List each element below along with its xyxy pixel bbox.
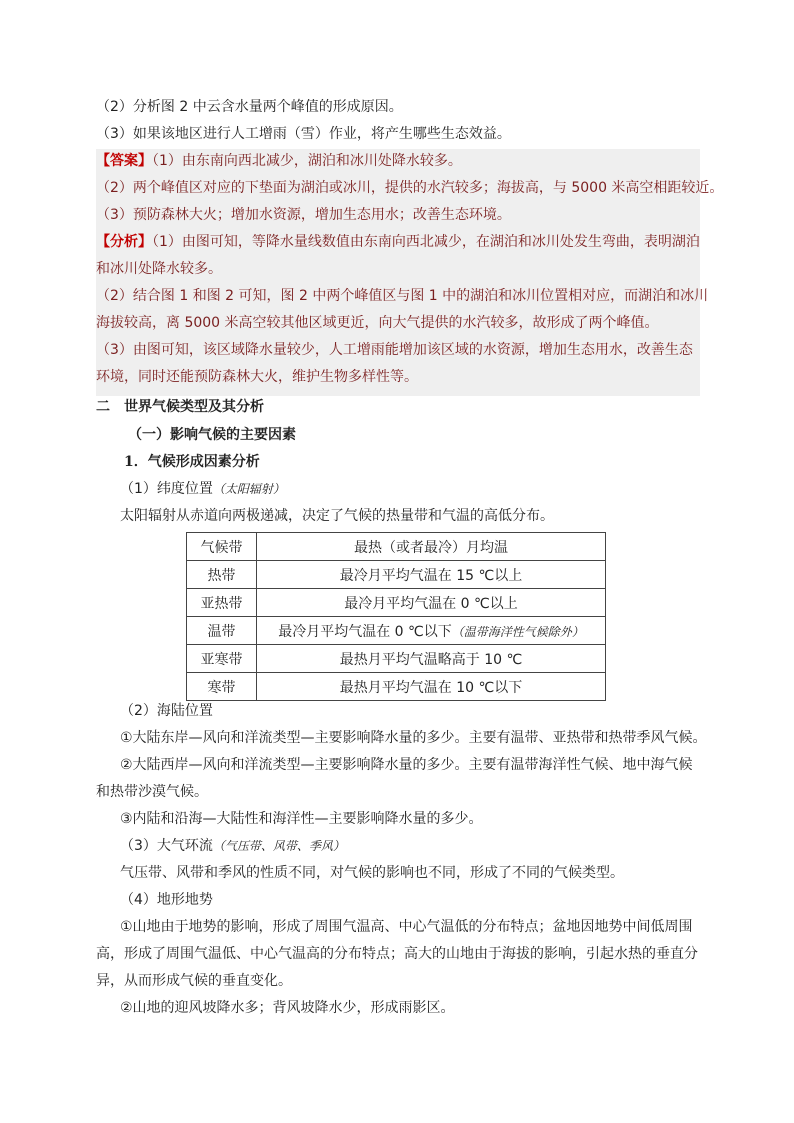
latitude-title-text: （1）纬度位置 [120,481,213,497]
latitude-text: 太阳辐射从赤道向两极递减，决定了气候的热量带和气温的高低分布。 [120,508,554,524]
subsection-title: （一）影响气候的主要因素 [128,427,296,443]
answer-2: （2）两个峰值区对应的下垫面为湖泊或冰川，提供的水汽较多；海拔高，与 5000 米高空相距较近。 [96,180,724,196]
climate-zone-table [186,532,606,701]
table-row [187,589,606,617]
table-cell-temp [257,673,606,701]
section-title: 二 世界气候类型及其分析 [96,399,264,415]
land-sea-point-3: ③内陆和沿海—大陆性和海洋性—主要影响降水量的多少。 [120,811,483,827]
land-sea-point-2b: 和热带沙漠气候。 [96,784,208,800]
latitude-title [120,478,285,500]
table-cell-temp-text: 最冷月平均气温在 0 ℃以上 [344,595,518,612]
analysis-3a: （3）由图可知，该区域降水量较少，人工增雨能增加该区域的水资源，增加生态用水，改善生态 [96,342,693,358]
question-2: （2）分析图 2 中云含水量两个峰值的形成原因。 [96,99,403,115]
table-header-temp-text: 最热（或者最冷）月均温 [354,539,508,556]
table-cell-note: （温带海洋性气候除外） [451,624,584,639]
table-cell-zone: 热带 [187,561,257,589]
table-row [187,673,606,701]
table-cell-temp [257,617,606,645]
answer-tag: 【答案】 [96,153,152,169]
answer-3: （3）预防森林大火；增加水资源，增加生态用水；改善生态环境。 [96,207,511,223]
terrain-point-1a: ①山地由于地势的影响，形成了周围气温高、中心气温低的分布特点；盆地因地势中间低周围 [120,919,693,935]
table-cell-temp [257,561,606,589]
land-sea-point-1: ①大陆东岸—风向和洋流类型—主要影响降水量的多少。主要有温带、亚热带和热带季风气候。 [120,730,707,746]
table-cell-zone: 温带 [187,617,257,645]
question-3: （3）如果该地区进行人工增雨（雪）作业，将产生哪些生态效益。 [96,126,511,142]
analysis-1a: （1）由图可知，等降水量线数值由东南向西北减少，在湖泊和冰川处发生弯曲，表明湖泊 [152,234,700,250]
table-cell-temp-text: 最热月平均气温在 10 ℃以下 [339,679,523,696]
circulation-title [120,835,345,857]
table-row [187,645,606,673]
table-cell-temp [257,589,606,617]
analysis-2b: 海拔较高，离 5000 米高空较其他区域更近，向大气提供的水汽较多，故形成了两个峰值。 [96,315,659,331]
terrain-title: （4）地形地势 [120,892,213,908]
circulation-text: 气压带、风带和季风的性质不同，对气候的影响也不同，形成了不同的气候类型。 [120,865,624,881]
subsection-item-title: 1．气候形成因素分析 [124,454,260,470]
table-cell-zone: 亚寒带 [187,645,257,673]
terrain-point-1b: 高，形成了周围气温低、中心气温高的分布特点；高大的山地由于海拔的影响，引起水热的垂直分 [96,946,698,962]
analysis-2a: （2）结合图 1 和图 2 可知，图 2 中两个峰值区与图 1 中的湖泊和冰川位置相对应，而湖泊和冰川 [96,288,709,304]
answer-1: （1）由东南向西北减少，湖泊和冰川处降水较多。 [152,153,462,169]
terrain-point-1c: 异，从而形成气候的垂直变化。 [96,973,292,989]
terrain-point-2: ②山地的迎风坡降水多；背风坡降水少，形成雨影区。 [120,1000,455,1016]
table-cell-temp-text: 最热月平均气温略高于 10 ℃ [339,651,523,668]
table-header-zone: 气候带 [187,533,257,561]
table-cell-temp [257,645,606,673]
analysis-line-1 [96,231,700,253]
analysis-3b: 环境，同时还能预防森林大火，维护生物多样性等。 [96,369,418,385]
circulation-title-text: （3）大气环流 [120,838,213,854]
analysis-1b: 和冰川处降水较多。 [96,261,222,277]
land-sea-title: （2）海陆位置 [120,703,213,719]
table-cell-temp-text: 最冷月平均气温在 0 ℃以下 [278,623,452,640]
answer-line-1 [96,150,462,172]
latitude-note: （太阳辐射） [212,482,285,496]
table-row [187,617,606,645]
table-cell-zone: 亚热带 [187,589,257,617]
table-row [187,561,606,589]
table-cell-zone: 寒带 [187,673,257,701]
analysis-tag: 【分析】 [96,234,152,250]
table-cell-temp-text: 最冷月平均气温在 15 ℃以上 [339,567,523,584]
land-sea-point-2a: ②大陆西岸—风向和洋流类型—主要影响降水量的多少。主要有温带海洋性气候、地中海气候 [120,757,693,773]
circulation-note: （气压带、风带、季风） [212,839,345,853]
table-header-temp [257,533,606,561]
table-header-row [187,533,606,561]
